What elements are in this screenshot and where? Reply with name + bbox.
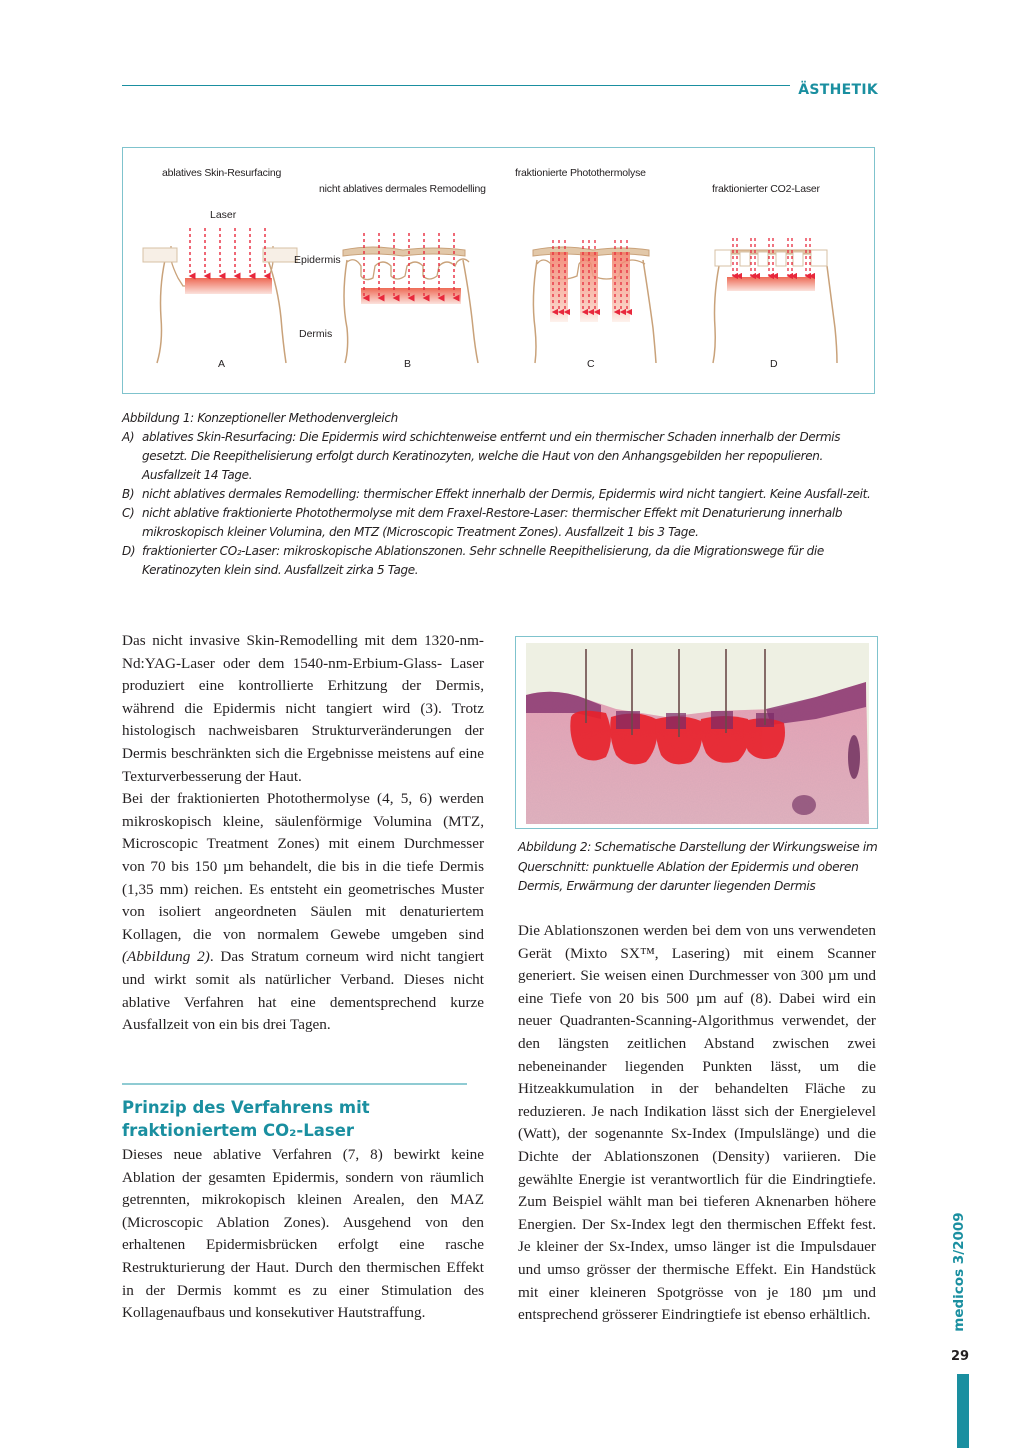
paragraph: Das nicht invasive Skin-Remodelling mit dem 1320-nm-Nd:YAG-Laser oder dem 1540-nm-Erbium-Glass- Laser produziert eine kontrollierte Erhitzung der Dermis, während die Epidermis nicht tangiert wird (3). Trotz histologisch nachweisbaren Strukturveränderungen der Dermis beschränkten sich die Ergebnisse meistens auf eine Texturverbesserung der Haut. — [122, 632, 484, 785]
fig1-title-d: fraktionierter CO2-Laser — [712, 183, 820, 195]
page-number: 29 — [950, 1349, 970, 1364]
fig1-panel-b-label: B — [404, 358, 412, 370]
left-column-text — [122, 630, 484, 1037]
fig1-panel-c-label: C — [587, 358, 595, 370]
fig1-panel-d-label: D — [770, 358, 778, 370]
fig1-label-dermis: Dermis — [299, 328, 333, 340]
caption-item-d: D) fraktionierter CO₂-Laser: mikroskopische Ablationszonen. Sehr schnelle Reepithelisierung, da die Migrationswege für die Keratinozyten klein sind. Ausfallzeit zirka 5 Tage. — [122, 544, 824, 577]
fig1-panel-a-label: A — [218, 358, 226, 370]
caption-item-b: B) nicht ablatives dermales Remodelling: thermischer Effekt innerhalb der Dermis, Epidermis wird nicht tangiert. Keine Ausfall-zeit. — [122, 487, 871, 501]
page-edge-bar — [957, 1374, 969, 1448]
paragraph: Dieses neue ablative Verfahren (7, 8) bewirkt keine Ablation der gesamten Epidermis, sondern von räumlich getrennten, mikrokopisch kleinen Arealen, den MAZ (Microscopic Ablation Zones). Ausgehend von den erhaltenen Epidermisbrücken erfolgt eine rasche Restrukturierung der Haut. Durch den thermischen Effekt in der Dermis kommt es zu einer Stimulation des Kollagenaufbaus und konsekutiver Hautstraffung. — [122, 1146, 484, 1322]
caption-item-c: C) nicht ablative fraktionierte Photothermolyse mit dem Fraxel-Restore-Laser: thermischer Effekt mit Denaturierung innerhalb mikroskopisch kleiner Volumina, den MTZ (Microscopic Treatment Zones). Ausfallzeit 1 bis 3 Tage. — [122, 506, 843, 539]
fig1-title-a: ablatives Skin-Resurfacing — [162, 167, 282, 179]
fig1-title-c: fraktionierte Photothermolyse — [515, 167, 646, 179]
panel-b — [343, 233, 478, 363]
panel-a — [143, 228, 297, 363]
right-column-text — [518, 920, 876, 1327]
caption-item-a: A) ablatives Skin-Resurfacing: Die Epidermis wird schichtenweise entfernt und ein thermischer Schaden innerhalb der Dermis gesetzt. Die Reepithelisierung erfolgt durch Keratinozyten, welche die Haut von den Anhangsgebilden her repopulieren. Ausfallzeit 14 Tage. — [122, 430, 841, 482]
paragraph: Die Ablationszonen werden bei dem von uns verwendeten Gerät (Mixto SX™, Lasering) mit einem Scanner generiert. Sie weisen einen Durchmesser von 300 µm und eine Tiefe von 20 bis 500 µm auf (8). Dabei wird ein neuer Quadranten-Scanning-Algorithmus verwendet, der den längsten zeitlichen Abstand zwischen zwei nebeneinander liegenden Punkten lässt, um die Hitzeakkumulation in der behandelten Fläche zu reduzieren. Je nach Indikation lässt sich der Energielevel (Watt), der sogenannte Sx-Index (Impulslänge) und die Dichte der Ablationszonen (Density) variieren. Die gewählte Energie ist verantwortlich für die Eindringtiefe. Zum Beispiel wählt man bei tieferen Aknenarben höhere Energien. Der Sx-Index legt den thermischen Effekt fest. Je kleiner der Sx-Index, umso länger ist die Impulsdauer und umso grösser der thermische Effekt. Ein Handstück mit einer kleineren Spotgrösse von je 180 µm und entsprechend grösserer Eindringtiefe ist ebenso erhältlich. — [518, 922, 876, 1324]
section-rule — [122, 1083, 467, 1085]
histology-image — [516, 637, 879, 830]
fig1-label-epidermis: Epidermis — [294, 254, 341, 266]
panel-d — [713, 238, 837, 363]
section-heading: Prinzip des Verfahrens mit fraktioniertem CO₂-Laser — [122, 1098, 370, 1140]
figure-1 — [122, 147, 875, 394]
figure-1-caption-title: Abbildung 1: Konzeptioneller Methodenvergleich — [122, 411, 398, 425]
section-label: ÄSTHETIK — [798, 82, 878, 98]
panel-c — [533, 240, 656, 363]
fig1-label-laser: Laser — [210, 209, 237, 221]
left-column-text-2 — [122, 1144, 484, 1325]
figure-reference: (Abbildung 2) — [122, 948, 210, 966]
figure-1-caption — [122, 409, 882, 580]
header-rule — [122, 85, 790, 86]
fig1-title-b: nicht ablatives dermales Remodelling — [319, 183, 486, 195]
figure-2-caption: Abbildung 2: Schematische Darstellung der Wirkungsweise im Querschnitt: punktuelle Ablation der Epidermis und oberen Dermis, Erwärmung der darunter liegenden Dermis — [518, 840, 878, 893]
journal-label: medicos 3/2009 — [951, 1212, 967, 1332]
paragraph: Bei der fraktionierten Photothermolyse (4, 5, 6) werden mikroskopisch kleine, säulenförmige Volumina (MTZ, Microscopic Treatment Zones) mit einem Durchmesser von 70 bis 150 µm behandelt, die bis in die tiefe Dermis (1,35 mm) reichen. Es entsteht ein geometrisches Muster von isoliert angeordneten Säulen mit denaturiertem Kollagen, die von normalem Gewebe umgeben sind (Abbildung 2). Das Stratum corneum wird nicht tangiert und wirkt somit als natürlicher Verband. Dieses nicht ablative Verfahren hat eine dementsprechend kurze Ausfallzeit von ein bis drei Tagen. — [122, 790, 484, 1034]
figure-2 — [515, 636, 878, 829]
